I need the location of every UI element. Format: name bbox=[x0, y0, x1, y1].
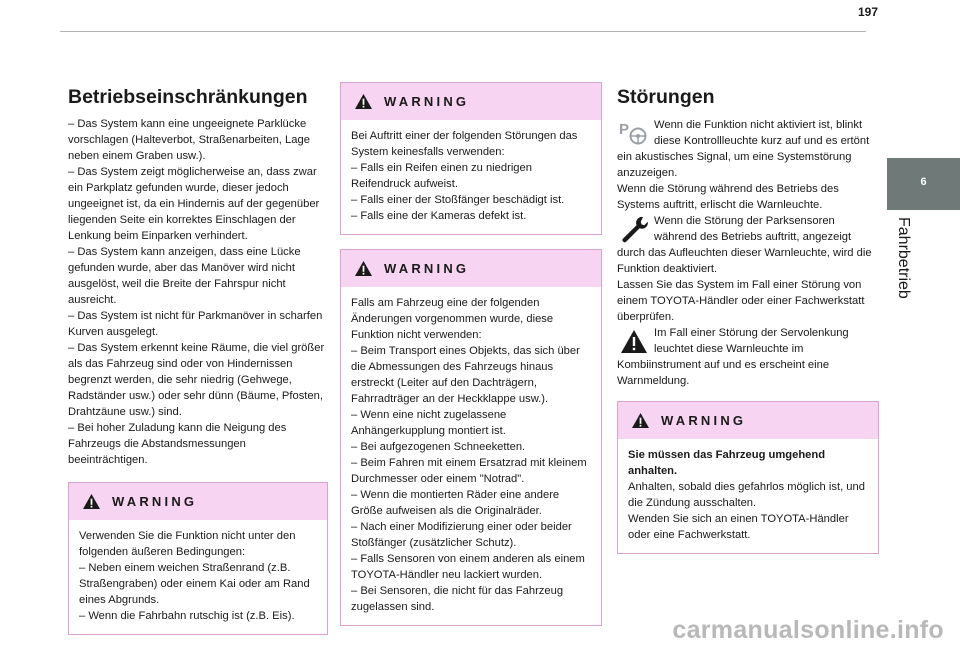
warning-title: WARNING bbox=[112, 493, 198, 509]
warning-icon bbox=[631, 412, 650, 429]
warning-body bbox=[69, 520, 327, 634]
warning-header bbox=[69, 483, 327, 520]
warning-header bbox=[341, 83, 601, 120]
paragraph: Wenn die Störung der Parksensoren während des Betriebs auftritt, angezeigt durch das Aufleuchten dieser Warnleuchte, wird die Funktion deaktiviert. bbox=[617, 215, 872, 275]
warning-body bbox=[618, 439, 878, 553]
warning-text: Bei Auftritt einer der folgenden Störungen das System keinesfalls verwenden: bbox=[351, 130, 578, 158]
warning-box bbox=[617, 401, 879, 554]
column-2 bbox=[340, 82, 602, 626]
warning-text: Anhalten, sobald dies gefahrlos möglich ist, und die Zündung ausschalten. bbox=[628, 481, 865, 509]
warning-box bbox=[340, 82, 602, 235]
warning-title: WARNING bbox=[384, 93, 470, 109]
paragraph: Lassen Sie das System im Fall einer Störung von einem TOYOTA-Händler oder einer Fachwerkstatt überprüfen. bbox=[617, 279, 865, 323]
column-3 bbox=[617, 80, 879, 554]
wrench-icon bbox=[617, 214, 651, 244]
warning-icon bbox=[354, 93, 373, 110]
paragraph: Im Fall einer Störung der Servolenkung leuchtet diese Warnleuchte im Kombiinstrument auf und es erscheint eine Warnmeldung. bbox=[617, 327, 849, 387]
list-item: – Das System kann anzeigen, dass eine Lücke gefunden wurde, aber das Manöver wird nicht ausgelöst, weil die Breite der Fahrspur nicht ausreicht. bbox=[68, 246, 301, 306]
park-assist-fault-icon bbox=[617, 118, 651, 148]
warning-text: – Nach einer Modifizierung einer oder beider Stoßfänger (zusätzlicher Schutz). bbox=[351, 521, 572, 549]
header-rule bbox=[60, 31, 866, 32]
warning-header bbox=[341, 250, 601, 287]
warning-title: WARNING bbox=[661, 412, 747, 428]
warning-text: – Neben einem weichen Straßenrand (z.B. Straßengraben) oder einem Kai oder am Rand eines Abgrunds. bbox=[79, 562, 310, 606]
warning-box bbox=[340, 249, 602, 626]
warning-body bbox=[341, 120, 601, 234]
chapter-title: Fahrbetrieb bbox=[895, 217, 912, 299]
list-item: – Das System zeigt möglicherweise an, dass zwar ein Parkplatz gefunden wurde, dieser jedoch ungeeignet ist, da ein Hindernis auf der gegenüber liegenden Seite ein korrektes Einschlagen der Lenkung beim Einparken verhindert. bbox=[68, 166, 320, 242]
warning-text: – Falls eine der Kameras defekt ist. bbox=[351, 210, 527, 222]
warning-box bbox=[68, 482, 328, 635]
warning-text: – Wenn die montierten Räder eine andere Größe aufweisen als die Originalräder. bbox=[351, 489, 560, 517]
list-item: – Bei hoher Zuladung kann die Neigung des Fahrzeugs die Abstandsmessungen beeinträchtigen. bbox=[68, 422, 287, 466]
section-title: Störungen bbox=[617, 86, 715, 108]
warning-text: – Beim Transport eines Objekts, das sich über die Abmessungen des Fahrzeugs hinaus erstreckt (Leiter auf den Dachträgern, Fahrradträger an der Heckklappe usw.). bbox=[351, 345, 580, 405]
warning-title: WARNING bbox=[384, 260, 470, 276]
svg-text:P: P bbox=[619, 121, 630, 138]
section-title: Betriebseinschränkungen bbox=[68, 86, 308, 108]
paragraph-with-icon bbox=[617, 325, 879, 389]
warning-text: Wenden Sie sich an einen TOYOTA-Händler oder eine Fachwerkstatt. bbox=[628, 513, 849, 541]
warning-text: – Beim Fahren mit einem Ersatzrad mit kleinem Durchmesser oder einem "Notrad". bbox=[351, 457, 587, 485]
warning-text: – Bei aufgezogenen Schneeketten. bbox=[351, 441, 526, 453]
list-item: – Das System erkennt keine Räume, die viel größer als das Fahrzeug sind oder von Hindernissen begrenzt werden, die sehr niedrig (Gehwege, Radständer usw.) oder sehr dünn (Bäume, Pfosten, Drahtzäune usw.) sind. bbox=[68, 342, 325, 418]
column-1 bbox=[68, 80, 328, 635]
warning-text: – Wenn die Fahrbahn rutschig ist (z.B. Eis). bbox=[79, 610, 295, 622]
watermark: carmanualsonline.info bbox=[672, 616, 944, 644]
paragraph-with-icon bbox=[617, 117, 879, 181]
warning-icon bbox=[617, 326, 651, 356]
warning-header bbox=[618, 402, 878, 439]
warning-text: – Bei Sensoren, die nicht für das Fahrzeug zugelassen sind. bbox=[351, 585, 564, 613]
warning-icon bbox=[354, 260, 373, 277]
page-number: 197 bbox=[857, 5, 878, 19]
warning-text: Falls am Fahrzeug eine der folgenden Änderungen vorgenommen wurde, diese Funktion nicht verwenden: bbox=[351, 297, 554, 341]
warning-text: – Wenn eine nicht zugelassene Anhängerkupplung montiert ist. bbox=[351, 409, 507, 437]
warning-icon bbox=[82, 493, 101, 510]
chapter-number: 6 bbox=[920, 176, 927, 188]
chapter-tab[interactable] bbox=[887, 158, 960, 210]
list-item: – Das System kann eine ungeeignete Parklücke vorschlagen (Halteverbot, Straßenarbeiten, Lage neben einem Graben usw.). bbox=[68, 118, 310, 162]
warning-text: – Falls Sensoren von einem anderen als einem TOYOTA-Händler neu lackiert wurden. bbox=[351, 553, 585, 581]
warning-text: Verwenden Sie die Funktion nicht unter den folgenden äußeren Bedingungen: bbox=[79, 530, 296, 558]
list-item: – Das System ist nicht für Parkmanöver in scharfen Kurven ausgelegt. bbox=[68, 310, 323, 338]
warning-emphasis: Sie müssen das Fahrzeug umgehend anhalten. bbox=[628, 449, 826, 477]
paragraph: Wenn die Störung während des Betriebs des Systems auftritt, erlischt die Warnleuchte. bbox=[617, 183, 839, 211]
warning-body bbox=[341, 287, 601, 625]
warning-text: – Falls einer der Stoßfänger beschädigt ist. bbox=[351, 194, 565, 206]
paragraph-with-icon bbox=[617, 213, 879, 277]
paragraph: Wenn die Funktion nicht aktiviert ist, blinkt diese Kontrollleuchte kurz auf und es ertönt ein akustisches Signal, um eine Systemstörung anzuzeigen. bbox=[617, 119, 870, 179]
warning-text: – Falls ein Reifen einen zu niedrigen Reifendruck aufweist. bbox=[351, 162, 532, 190]
